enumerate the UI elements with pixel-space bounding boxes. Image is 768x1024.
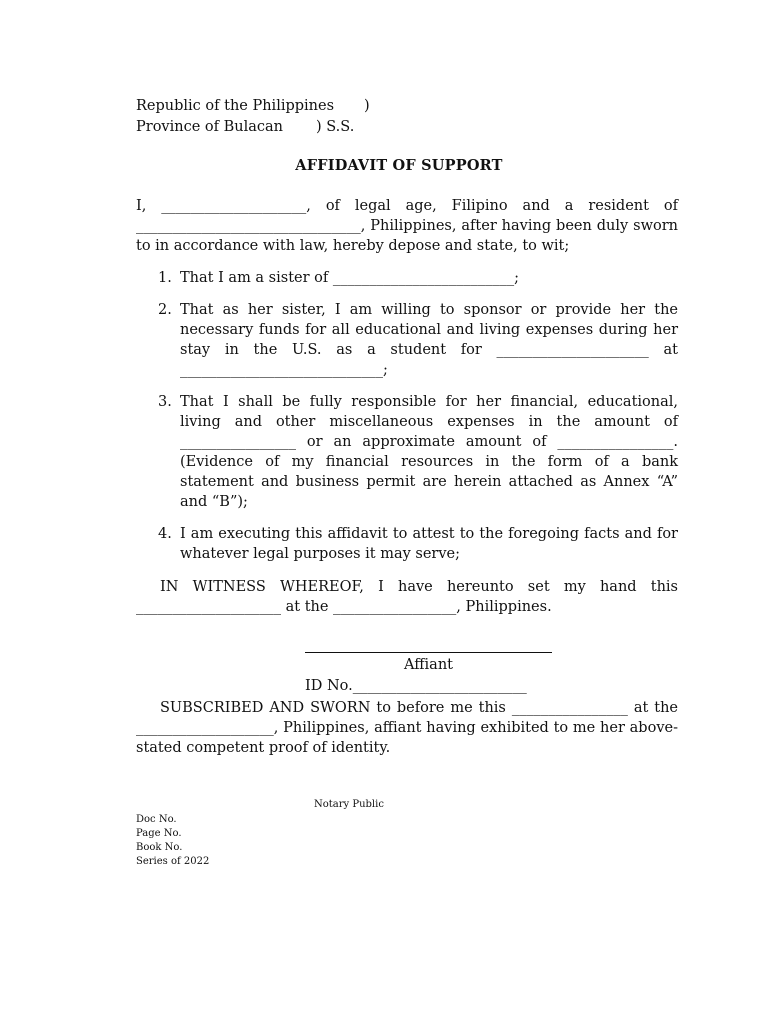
intro-paragraph: I, ____________________, of legal age, Filipino and a resident of _______________________________, Philippines, after having been duly sworn to in accordance with law, hereby depose and state, to wit; xyxy=(136,198,678,254)
signature-line xyxy=(305,652,552,653)
page-no: Page No. xyxy=(136,828,182,839)
doc-no: Doc No. xyxy=(136,814,177,825)
sworn-paragraph: SUBSCRIBED AND SWORN to before me this ________________ at the ___________________, Philippines, affiant having exhibited to me her above-stated competent proof of identity. xyxy=(136,700,678,756)
id-number-line: ID No.________________________ xyxy=(305,678,527,694)
venue-ss: ) S.S. xyxy=(316,119,355,135)
affiant-label: Affiant xyxy=(404,657,453,673)
statement-text: That as her sister, I am willing to sponsor or provide her the necessary funds for all educational and living expenses during her stay in the U.S. as a student for _____________________ at ____________________________; xyxy=(180,302,678,378)
book-no: Book No. xyxy=(136,842,183,853)
venue-block xyxy=(136,96,370,138)
statement-list xyxy=(158,268,678,576)
document-title-wrap xyxy=(0,157,768,174)
document-info xyxy=(136,813,209,869)
statement-item xyxy=(158,268,678,288)
statement-number: 1. xyxy=(158,270,172,286)
witness-paragraph: IN WITNESS WHEREOF, I have hereunto set my hand this ____________________ at the _________________, Philippines. xyxy=(136,579,678,615)
notary-public-label: Notary Public xyxy=(314,799,384,810)
statement-item xyxy=(158,300,678,380)
venue-paren: ) xyxy=(364,98,370,114)
series: Series of 2022 xyxy=(136,856,210,867)
statement-text: That I am a sister of _________________________; xyxy=(180,270,519,286)
statement-text: That I shall be fully responsible for her financial, educational, living and other miscellaneous expenses in the amount of ________________ or an approximate amount of ________________. (Evidence of my financial resources in the form of a bank statement and business permit are herein attached as Annex “A” and “B”); xyxy=(180,394,678,510)
statement-text: I am executing this affidavit to attest to the foregoing facts and for whatever legal purposes it may serve; xyxy=(180,526,678,562)
venue-province: Province of Bulacan xyxy=(136,119,283,135)
statement-number: 2. xyxy=(158,302,172,318)
statement-number: 3. xyxy=(158,394,172,410)
statement-item xyxy=(158,392,678,512)
statement-item xyxy=(158,524,678,564)
document-title: AFFIDAVIT OF SUPPORT xyxy=(295,157,503,174)
venue-republic: Republic of the Philippines xyxy=(136,98,335,114)
statement-number: 4. xyxy=(158,526,172,542)
